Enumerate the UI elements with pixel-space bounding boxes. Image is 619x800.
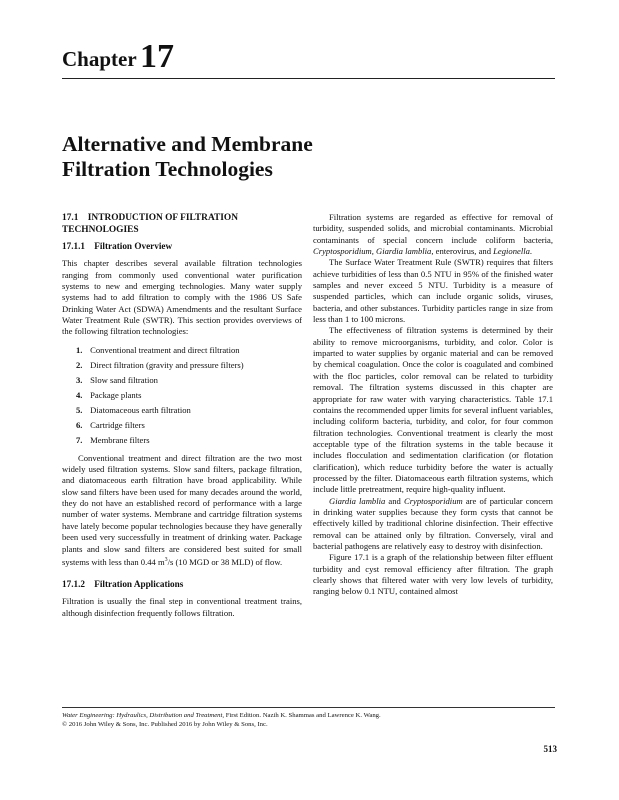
- paragraph-effectiveness: The effectiveness of filtration systems is determined by their ability to remove microorganisms, turbidity, and color. Color is imparted to water supplies by organic material and can be removed by chemical coagulation. Once the color is coagulated and combined with the floc particles, color removal can be related to turbidity removal. The filtration systems discussed in this chapter are appropriate for raw water with varying characteristics. Table 17.1 contains the recommended upper limits for several influent variables, including coliform bacteria, turbidity, and color, for four common filtration technologies. Conventional treatment is clearly the most acceptable type of the filtration systems in the table because it includes flocculation and sedimentation clarification (or flotation clarification), which reduce turbidity before the water is actually processed by the filter. Diatomaceous earth filtration systems, which include little pretreatment, require high-quality influent.: [313, 325, 553, 495]
- paragraph-swtr: The Surface Water Treatment Rule (SWTR) requires that filters achieve turbidities of less than 0.5 NTU in 95% of the finished water samples and never exceed 5 NTU. Turbidity is a measure of suspended particles, which can include organic solids, viruses, bacteria, and other substances. Turbidity particles range in size from less than 1 to 100 microns.: [313, 257, 553, 325]
- paragraph-overview: Conventional treatment and direct filtration are the two most widely used filtration systems. Slow sand filters, package filtration, and diatomaceous earth filtration have broad applicability. While slow sand filters have been used for many decades around the world, they do not have an established record of performance with a large number of water systems. Membrane and cartridge filtration systems have lately become popular technologies because they have generally been used very successfully in treatment of drinking water. Package plants and slow sand filters are considered best suited for small systems with less than 0.44 $m^3/s$ (10 MGD or 38 MLD) of flow.: [62, 452, 302, 567]
- paragraph-contaminants: Filtration systems are regarded as effective for removal of turbidity, suspended solids, and microbial contaminants. Microbial contaminants of special concern include coliform bacteria, Cryptosporidium, Giardia lamblia, enterovirus, and Legionella.: [313, 212, 553, 257]
- subsection-title: Filtration Overview: [94, 241, 173, 251]
- technology-list: [62, 343, 302, 448]
- chapter-title-line-2: Filtration Technologies: [62, 157, 273, 181]
- paragraph-applications: Filtration is usually the final step in conventional treatment trains, although disinfection frequently follows filtration.: [62, 596, 302, 618]
- list-item: 4. Package plants: [76, 389, 142, 400]
- subsection-number: 17.1.2: [62, 579, 85, 590]
- copyright-footnote: [62, 707, 555, 729]
- subsection-heading-overview: [62, 241, 302, 252]
- list-item: 3. Slow sand filtration: [76, 374, 158, 385]
- list-item: 7. Membrane filters: [76, 434, 150, 445]
- footnote-line-2: © 2016 John Wiley & Sons, Inc. Published 2016 by John Wiley & Sons, Inc.: [62, 721, 268, 728]
- footnote-line-1: Water Engineering: Hydraulics, Distribution and Treatment, First Edition. Nazih K. Shammas and Lawrence K. Wang.: [62, 712, 381, 719]
- chapter-label: Chapter: [62, 47, 137, 71]
- section-heading: [62, 212, 302, 236]
- list-item: 6. Cartridge filters: [76, 419, 145, 430]
- section-number: 17.1: [62, 213, 79, 223]
- chapter-header: [62, 38, 555, 79]
- list-item: 1. Conventional treatment and direct filtration: [76, 344, 240, 355]
- list-item: 2. Direct filtration (gravity and pressure filters): [76, 359, 244, 370]
- section-title: INTRODUCTION OF FILTRATION TECHNOLOGIES: [62, 213, 238, 235]
- chapter-number: 17: [140, 38, 174, 75]
- chapter-title-line-1: Alternative and Membrane: [62, 132, 313, 156]
- paragraph-intro: This chapter describes several available filtration technologies ranging from commonly used conventional water purification systems to new and emerging technologies. Many water supply systems had to add filtration to comply with the 1986 US Safe Drinking Water Act (SDWA) Amendments and the resultant Surface Water Treatment Rule (SWTR). This section provides overviews of the following filtration technologies:: [62, 258, 302, 337]
- subsection-number: 17.1.1: [62, 241, 85, 251]
- subsection-heading-applications: [62, 579, 302, 590]
- subsection-title: Filtration Applications: [94, 579, 184, 590]
- paragraph-figure-reference: Figure 17.1 is a graph of the relationship between filter effluent turbidity and cyst removal efficiency after filtration. The graph clearly shows that filtered water with very low levels of turbidity, ranging below 0.1 NTU, contained almost: [313, 552, 553, 597]
- left-column: [62, 212, 302, 619]
- list-item: 5. Diatomaceous earth filtration: [76, 404, 191, 415]
- paragraph-cysts: Giardia lamblia and Cryptosporidium are of particular concern in drinking water supplies because they form cysts that cannot be effectively killed by traditional chlorine disinfection. Their effective removal can be attained only by filtration. Conversely, viral and bacterial pathogens are relatively easy to destroy with disinfection.: [313, 495, 553, 551]
- page-number: 513: [543, 744, 557, 754]
- chapter-title: [62, 132, 482, 182]
- right-column: [313, 212, 553, 598]
